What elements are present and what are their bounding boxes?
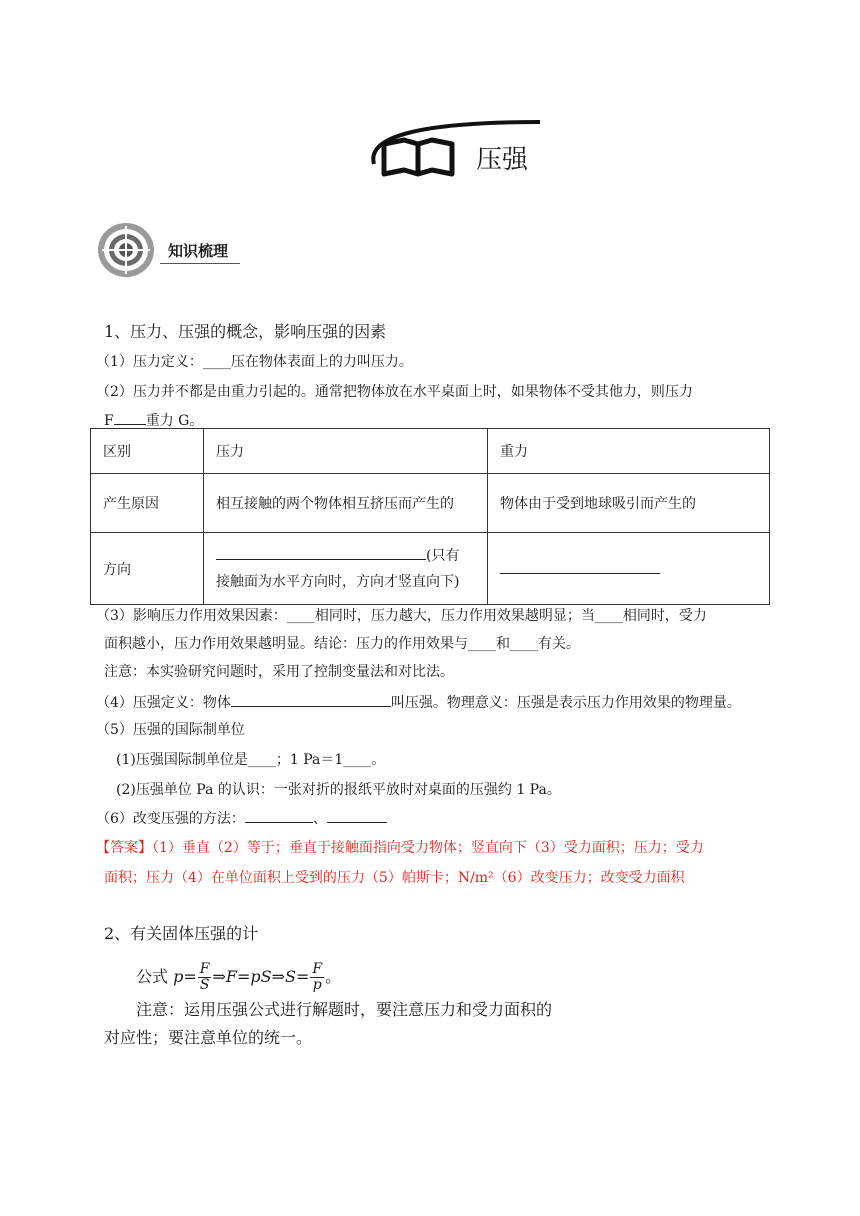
s1-p4-prefix: （4）压强定义：物体: [96, 695, 231, 711]
s2-note-2: 对应性；要注意单位的统一。: [104, 1028, 313, 1047]
page-title: 压强: [476, 145, 529, 175]
answer-line-1: 【答案】（1）垂直（2）等于；垂直于接触面指向受力物体；竖直向下（3）受力面积；压力；受力: [96, 840, 704, 856]
table-header-row: [91, 429, 770, 474]
table-row: [91, 474, 770, 533]
s1-p2b-suffix: 重力 G。: [145, 413, 204, 429]
s1-p5-2: (2)压强单位 Pa 的认识：一张对折的报纸平放时对桌面的压强约 1 Pa。: [116, 782, 561, 798]
comparison-table: [90, 428, 770, 605]
s1-p5: （5）压强的国际制单位: [96, 722, 245, 738]
fraction-f-over-p: $\frac{F}{p}$: [312, 961, 323, 993]
table-cell: 产生原因: [91, 474, 204, 533]
s1-p6: [96, 808, 387, 829]
s1-p2b-prefix: F: [104, 413, 114, 429]
fraction-f-over-s: $\frac{F}{S}$: [199, 961, 210, 993]
table-row: [91, 533, 770, 605]
target-icon: [96, 222, 160, 282]
s1-p4-suffix: 叫压强。物理意义：压强是表示压力作用效果的物理量。: [390, 695, 741, 711]
section2-heading: 2、有关固体压强的计: [104, 924, 259, 943]
s1-p3b: 面积越小，压力作用效果越明显。结论：压力的作用效果与____和____有关。: [104, 636, 580, 652]
answer-line-2: 面积；压力（4）在单位面积上受到的压力（5）帕斯卡；N/m²（6）改变压力；改变受力面积: [104, 870, 685, 886]
direction-note-open: (只有: [426, 547, 460, 564]
s1-p4: [96, 692, 741, 713]
table-header-cell: 重力: [488, 429, 770, 474]
table-cell-direction-pressure: [204, 533, 488, 605]
answer-blank: [216, 545, 426, 560]
table-cell-direction-gravity: [488, 533, 770, 605]
section-underline: [160, 263, 240, 264]
answer-blank: [114, 410, 146, 425]
s1-p6-prefix: （6）改变压强的方法：: [96, 811, 245, 827]
table-header-cell: 压力: [204, 429, 488, 474]
s1-note: 注意：本实验研究问题时，采用了控制变量法和对比法。: [104, 664, 454, 680]
answer-blank: [231, 692, 391, 707]
table-header-cell: 区别: [91, 429, 204, 474]
pressure-formula: 公式 p= $\frac{F}{S}$ ⇒F=pS⇒S= $\frac{F}{p}$ 。: [136, 961, 342, 993]
section1-heading: 1、压力、压强的概念，影响压强的因素: [104, 322, 387, 341]
formula-prefix: 公式: [136, 967, 174, 986]
section-label: 知识梳理: [168, 242, 229, 260]
s1-p3a: （3）影响压力作用效果因素：____相同时，压力越大，压力作用效果越明显；当____相同时，受力: [96, 608, 707, 624]
s1-p2a: （2）压力并不都是由重力引起的。通常把物体放在水平桌面上时，如果物体不受其他力，则压力: [96, 384, 693, 400]
direction-note: 接触面为水平方向时，方向才竖直向下): [216, 573, 460, 590]
s1-p6-sep: 、: [312, 811, 327, 827]
s2-note-1: 注意：运用压强公式进行解题时，要注意压力和受力面积的: [136, 1000, 553, 1019]
table-cell: 相互接触的两个物体相互挤压而产生的: [204, 474, 488, 533]
answer-blank: [245, 808, 313, 823]
answer-blank: [500, 559, 660, 574]
table-cell: 方向: [91, 533, 204, 605]
answer-blank: [327, 808, 387, 823]
s1-p5-1: (1)压强国际制单位是____；1 Pa＝1____。: [116, 752, 386, 768]
s1-p1: （1）压力定义：____压在物体表面上的力叫压力。: [96, 354, 413, 370]
table-cell: 物体由于受到地球吸引而产生的: [488, 474, 770, 533]
